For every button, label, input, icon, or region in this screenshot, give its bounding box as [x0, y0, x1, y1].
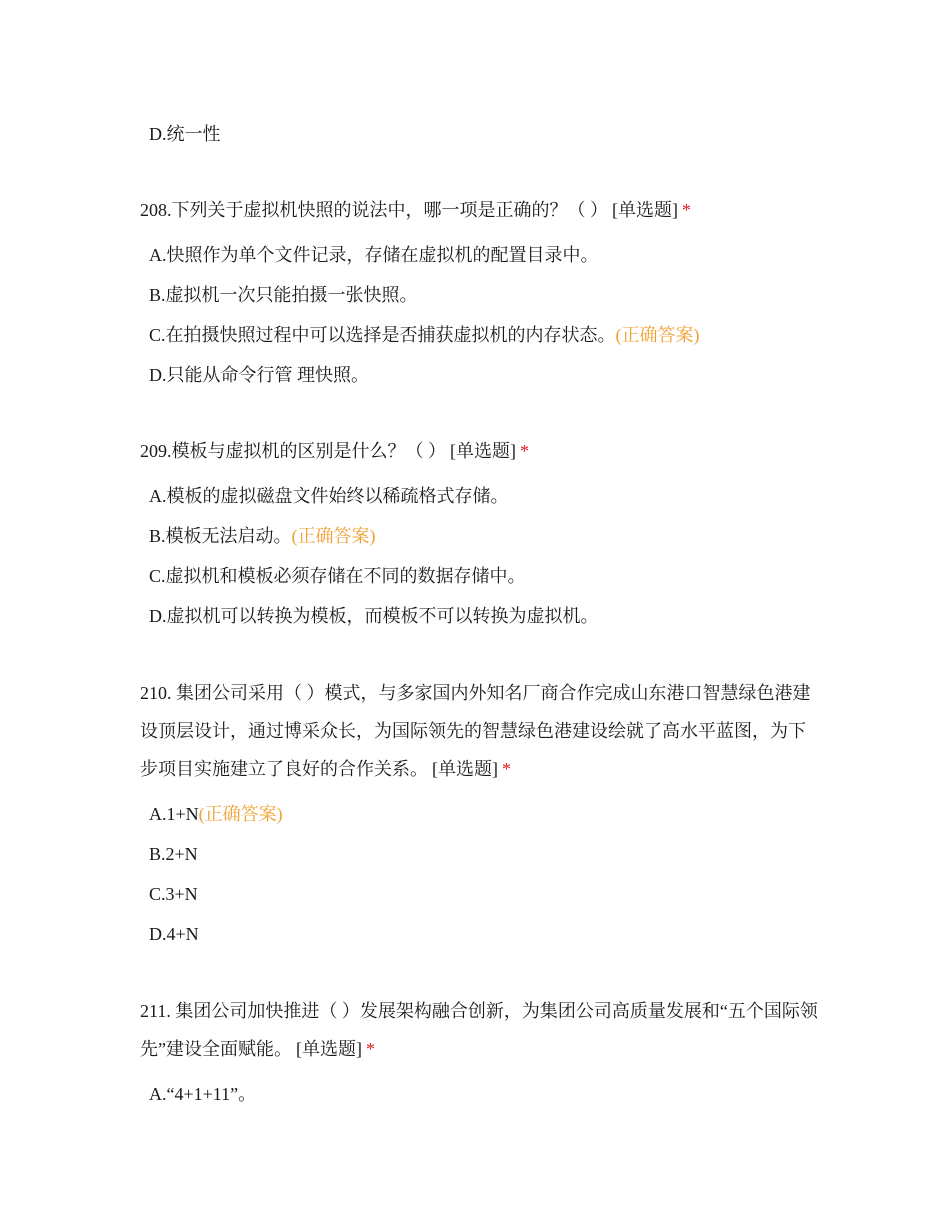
option-label: C.3+N	[149, 884, 198, 904]
option-d	[149, 355, 820, 395]
option-label: A.1+N	[149, 804, 199, 824]
option-label: B.2+N	[149, 844, 198, 864]
option-a	[149, 235, 820, 275]
option-label: D.只能从命令行管 理快照。	[149, 365, 369, 385]
required-asterisk: *	[682, 200, 691, 220]
option-d	[149, 122, 221, 146]
option-c	[149, 315, 820, 355]
question-type-tag: [单选题]	[612, 200, 678, 220]
question-211	[140, 992, 820, 1114]
question-type-tag: [单选题]	[432, 759, 498, 779]
option-label: A.模板的虚拟磁盘文件始终以稀疏格式存储。	[149, 486, 509, 506]
question-title	[140, 432, 820, 470]
question-209	[140, 432, 820, 636]
question-210	[140, 674, 820, 954]
option-b	[149, 275, 820, 315]
option-b	[149, 516, 820, 556]
question-type-tag: [单选题]	[296, 1039, 362, 1059]
option-label: A.快照作为单个文件记录，存储在虚拟机的配置目录中。	[149, 245, 599, 265]
option-label: C.在拍摄快照过程中可以选择是否捕获虚拟机的内存状态。	[149, 325, 616, 345]
option-label: B.虚拟机一次只能拍摄一张快照。	[149, 285, 418, 305]
question-text: 209.模板与虚拟机的区别是什么？（ ）	[140, 441, 446, 461]
correct-answer-mark: (正确答案)	[198, 804, 283, 824]
correct-answer-mark: (正确答案)	[291, 526, 376, 546]
option-c	[149, 556, 820, 596]
required-asterisk: *	[366, 1039, 375, 1059]
option-list	[140, 794, 820, 954]
option-a	[149, 794, 820, 834]
option-c	[149, 874, 820, 914]
required-asterisk: *	[502, 759, 511, 779]
question-text: 210. 集团公司采用（ ）模式，与多家国内外知名厂商合作完成山东港口智慧绿色港建设顶层设计，通过博采众长，为国际领先的智慧绿色港建设绘就了高水平蓝图，为下步项目实施建立了良好的合作关系。	[140, 683, 811, 779]
question-text: 211. 集团公司加快推进（ ）发展架构融合创新，为集团公司高质量发展和“五个国际领先”建设全面赋能。	[140, 1001, 818, 1059]
question-title	[140, 674, 820, 788]
option-list	[140, 1074, 820, 1114]
question-208	[140, 191, 820, 395]
option-b	[149, 834, 820, 874]
option-label: D.4+N	[149, 924, 199, 944]
option-list	[140, 476, 820, 636]
option-d	[149, 596, 820, 636]
option-label: B.模板无法启动。	[149, 526, 292, 546]
option-label: A.“4+1+11”。	[149, 1084, 257, 1104]
option-label: C.虚拟机和模板必须存储在不同的数据存储中。	[149, 566, 526, 586]
option-label: D.虚拟机可以转换为模板，而模板不可以转换为虚拟机。	[149, 606, 599, 626]
required-asterisk: *	[520, 441, 529, 461]
question-type-tag: [单选题]	[450, 441, 516, 461]
question-title	[140, 992, 820, 1068]
option-d	[149, 914, 820, 954]
correct-answer-mark: (正确答案)	[615, 325, 700, 345]
option-label: D.统一性	[149, 124, 221, 144]
option-list	[140, 235, 820, 395]
question-title	[140, 191, 820, 229]
option-a	[149, 1074, 820, 1114]
option-a	[149, 476, 820, 516]
question-text: 208.下列关于虚拟机快照的说法中，哪一项是正确的？（ ）	[140, 200, 608, 220]
